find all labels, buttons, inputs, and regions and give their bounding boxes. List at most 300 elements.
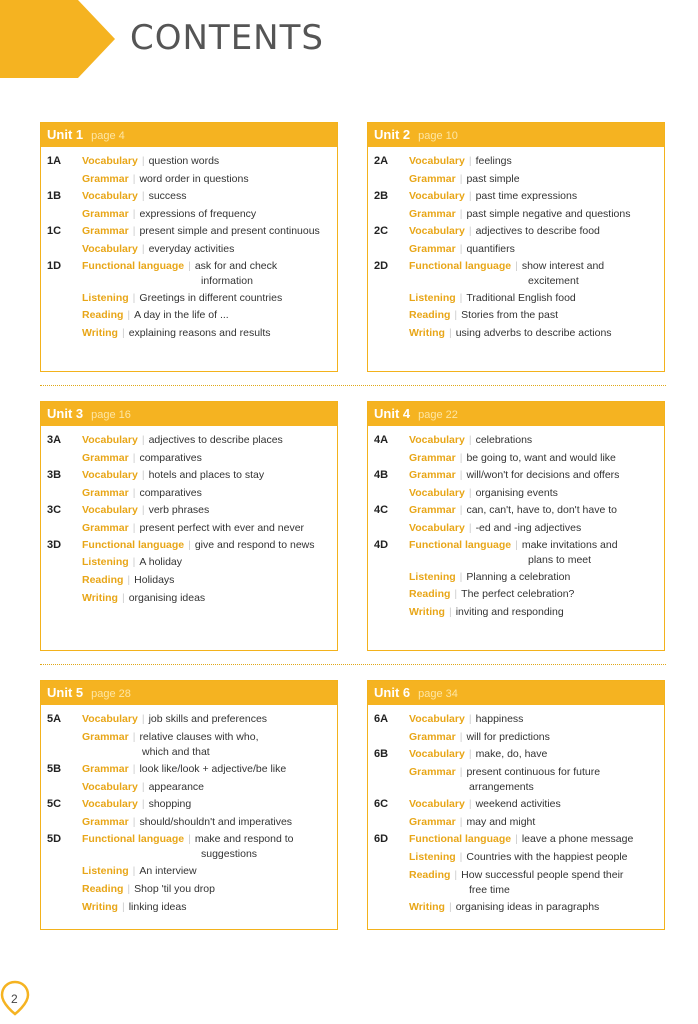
separator: | [459, 173, 463, 185]
entry-line [409, 868, 623, 882]
topic-description: show interest and [521, 260, 605, 272]
divider [40, 664, 666, 665]
separator: | [459, 816, 463, 828]
category-label: Vocabulary [409, 190, 465, 202]
unit-page-ref: page 16 [91, 409, 131, 421]
separator: | [141, 190, 145, 202]
lesson-code: 3A [47, 434, 62, 446]
topic-description: Stories from the past [461, 309, 559, 321]
category-label: Grammar [82, 225, 129, 237]
category-label: Grammar [82, 522, 129, 534]
separator: | [132, 487, 136, 499]
entry-line [409, 503, 617, 517]
entry-line [82, 189, 187, 203]
lesson-code: 4B [374, 469, 389, 481]
entry-line [409, 308, 558, 322]
category-label: Grammar [82, 173, 129, 185]
entry-line [409, 172, 520, 186]
topic-description: Shop 'til you drop [134, 883, 215, 895]
entry-line [409, 259, 604, 273]
category-label: Writing [409, 327, 445, 339]
lesson-code: 5B [47, 763, 62, 775]
unit-box [40, 122, 338, 372]
category-label: Vocabulary [82, 504, 138, 516]
separator: | [132, 865, 136, 877]
category-label: Grammar [409, 731, 456, 743]
entry-line [82, 730, 259, 744]
separator: | [448, 901, 452, 913]
topic-description: verb phrases [148, 504, 210, 516]
topic-description: explaining reasons and results [128, 327, 271, 339]
entry-line [82, 242, 234, 256]
unit-box [367, 680, 665, 930]
separator: | [454, 869, 458, 881]
entry-line [82, 864, 197, 878]
topic-description: make invitations and [521, 539, 618, 551]
topic-description: adjectives to describe food [475, 225, 600, 237]
entry-line [409, 451, 616, 465]
category-label: Functional language [409, 539, 512, 551]
unit-page-ref: page 22 [418, 409, 458, 421]
topic-description: feelings [475, 155, 512, 167]
separator: | [141, 469, 145, 481]
unit-page-ref: page 10 [418, 130, 458, 142]
entry-line [409, 433, 532, 447]
topic-description: past simple [466, 173, 520, 185]
separator: | [127, 309, 131, 321]
topic-description: A holiday [139, 556, 183, 568]
separator: | [459, 452, 463, 464]
category-label: Grammar [409, 816, 456, 828]
topic-description: will for predictions [466, 731, 550, 743]
separator: | [141, 713, 145, 725]
category-label: Grammar [82, 763, 129, 775]
entry-line [82, 451, 202, 465]
separator: | [141, 781, 145, 793]
topic-description-continued: excitement [528, 275, 579, 287]
entry-line [82, 900, 187, 914]
unit-title: Unit 6 [374, 685, 411, 700]
category-label: Vocabulary [409, 748, 465, 760]
unit-title: Unit 5 [47, 685, 84, 700]
category-label: Vocabulary [82, 781, 138, 793]
lesson-code: 5A [47, 713, 62, 725]
unit-title: Unit 2 [374, 127, 411, 142]
topic-description-continued: arrangements [469, 781, 534, 793]
unit-box [40, 401, 338, 651]
category-label: Reading [82, 309, 124, 321]
category-label: Grammar [409, 243, 456, 255]
lesson-code: 4D [374, 539, 389, 551]
entry-line [409, 486, 558, 500]
separator: | [515, 833, 518, 845]
topic-description: shopping [148, 798, 192, 810]
lesson-code: 3C [47, 504, 62, 516]
category-label: Vocabulary [82, 469, 138, 481]
entry-line [409, 224, 600, 238]
entry-line [82, 573, 174, 587]
separator: | [132, 556, 136, 568]
unit-title: Unit 1 [47, 127, 84, 142]
lesson-code: 6A [374, 713, 389, 725]
separator: | [515, 539, 518, 551]
lesson-code: 4A [374, 434, 389, 446]
page-number: 2 [11, 992, 18, 1006]
lesson-code: 2C [374, 225, 389, 237]
separator: | [132, 292, 136, 304]
separator: | [454, 309, 458, 321]
unit-box [367, 122, 665, 372]
lesson-code: 1D [47, 260, 62, 272]
unit-page-ref: page 28 [91, 688, 131, 700]
separator: | [459, 731, 463, 743]
category-label: Listening [409, 571, 456, 583]
topic-description: quantifiers [466, 243, 515, 255]
category-label: Functional language [82, 833, 185, 845]
separator: | [141, 798, 145, 810]
category-label: Vocabulary [409, 798, 465, 810]
separator: | [468, 225, 472, 237]
topic-description: may and might [466, 816, 536, 828]
lesson-code: 6B [374, 748, 389, 760]
entry-line [82, 259, 277, 273]
topic-description: Greetings in different countries [139, 292, 283, 304]
separator: | [448, 327, 452, 339]
separator: | [188, 260, 191, 272]
lesson-code: 1B [47, 190, 62, 202]
lesson-code: 2B [374, 190, 389, 202]
topic-description: past simple negative and questions [466, 208, 631, 220]
lesson-code: 2D [374, 260, 389, 272]
separator: | [132, 173, 136, 185]
entry-line [82, 832, 293, 846]
separator: | [141, 243, 145, 255]
category-label: Reading [82, 883, 124, 895]
category-label: Vocabulary [409, 487, 465, 499]
separator: | [132, 816, 136, 828]
topic-description: Planning a celebration [466, 571, 571, 583]
unit-header [368, 402, 664, 426]
entry-line [82, 468, 264, 482]
entry-line [82, 326, 271, 340]
separator: | [468, 487, 472, 499]
lesson-code: 3B [47, 469, 62, 481]
category-label: Vocabulary [82, 713, 138, 725]
topic-description: appearance [148, 781, 205, 793]
entry-line [82, 207, 256, 221]
topic-description: expressions of frequency [139, 208, 257, 220]
entry-line [409, 207, 630, 221]
separator: | [468, 713, 472, 725]
category-label: Grammar [82, 452, 129, 464]
category-label: Writing [409, 606, 445, 618]
category-label: Listening [82, 292, 129, 304]
category-label: Vocabulary [82, 798, 138, 810]
separator: | [188, 539, 191, 551]
entry-line [409, 538, 618, 552]
unit-header [41, 681, 337, 705]
entry-line [409, 832, 633, 846]
divider [40, 385, 666, 386]
entry-line [409, 154, 512, 168]
separator: | [459, 208, 463, 220]
topic-description: success [148, 190, 187, 202]
separator: | [468, 190, 472, 202]
topic-description-continued: free time [469, 884, 510, 896]
category-label: Grammar [82, 816, 129, 828]
separator: | [141, 504, 145, 516]
entry-line [82, 555, 182, 569]
entry-line [409, 797, 561, 811]
category-label: Grammar [409, 766, 456, 778]
lesson-code: 1C [47, 225, 62, 237]
category-label: Vocabulary [82, 434, 138, 446]
entry-line [82, 538, 315, 552]
topic-description: happiness [475, 713, 524, 725]
separator: | [459, 292, 463, 304]
topic-description: adjectives to describe places [148, 434, 283, 446]
unit-box [40, 680, 338, 930]
lesson-code: 1A [47, 155, 62, 167]
entry-line [409, 850, 628, 864]
unit-header [368, 123, 664, 147]
entry-line [409, 521, 581, 535]
topic-description: will/won't for decisions and offers [466, 469, 620, 481]
entry-line [82, 486, 202, 500]
separator: | [141, 155, 145, 167]
entry-line [82, 503, 209, 517]
separator: | [454, 588, 458, 600]
topic-description: comparatives [139, 452, 202, 464]
topic-description: make, do, have [475, 748, 548, 760]
topic-description: comparatives [139, 487, 202, 499]
topic-description: present perfect with ever and never [139, 522, 305, 534]
category-label: Grammar [82, 731, 129, 743]
separator: | [468, 748, 472, 760]
lesson-code: 6C [374, 798, 389, 810]
entry-line [82, 712, 267, 726]
separator: | [468, 434, 472, 446]
category-label: Vocabulary [409, 434, 465, 446]
unit-header [368, 681, 664, 705]
topic-description: Countries with the happiest people [466, 851, 628, 863]
chevron-arrow-icon [0, 0, 115, 78]
topic-description-continued: which and that [142, 746, 210, 758]
entry-line [82, 882, 215, 896]
topic-description: make and respond to [194, 833, 294, 845]
separator: | [448, 606, 452, 618]
entry-line [409, 605, 564, 619]
category-label: Vocabulary [409, 225, 465, 237]
topic-description-continued: suggestions [201, 848, 258, 860]
separator: | [127, 883, 131, 895]
entry-line [409, 570, 570, 584]
unit-title: Unit 3 [47, 406, 84, 421]
category-label: Vocabulary [409, 155, 465, 167]
separator: | [459, 243, 463, 255]
separator: | [121, 901, 125, 913]
entry-line [82, 308, 229, 322]
entry-line [409, 815, 535, 829]
topic-description: weekend activities [475, 798, 561, 810]
separator: | [459, 571, 463, 583]
category-label: Grammar [409, 469, 456, 481]
topic-description: -ed and -ing adjectives [475, 522, 582, 534]
category-label: Grammar [82, 208, 129, 220]
topic-description: present simple and present continuous [139, 225, 320, 237]
category-label: Functional language [409, 833, 512, 845]
topic-description: should/shouldn't and imperatives [139, 816, 293, 828]
separator: | [127, 574, 131, 586]
entry-line [82, 780, 204, 794]
lesson-code: 5C [47, 798, 62, 810]
entry-line [82, 815, 292, 829]
separator: | [459, 851, 463, 863]
category-label: Reading [409, 588, 451, 600]
entry-line [82, 433, 283, 447]
topic-description: How successful people spend their [461, 869, 624, 881]
category-label: Grammar [82, 487, 129, 499]
topic-description: relative clauses with who, [139, 731, 259, 743]
topic-description: question words [148, 155, 220, 167]
lesson-code: 5D [47, 833, 62, 845]
topic-description: Traditional English food [466, 292, 576, 304]
lesson-code: 2A [374, 155, 389, 167]
category-label: Grammar [409, 504, 456, 516]
topic-description-continued: information [201, 275, 253, 287]
entry-line [409, 189, 577, 203]
topic-description: leave a phone message [521, 833, 634, 845]
separator: | [188, 833, 191, 845]
separator: | [459, 766, 463, 778]
category-label: Listening [409, 292, 456, 304]
entry-line [82, 291, 282, 305]
separator: | [141, 434, 145, 446]
unit-header [41, 123, 337, 147]
topic-description: celebrations [475, 434, 533, 446]
topic-description: present continuous for future [466, 766, 601, 778]
entry-line [82, 797, 191, 811]
category-label: Vocabulary [82, 190, 138, 202]
entry-line [82, 224, 320, 238]
unit-page-ref: page 34 [418, 688, 458, 700]
category-label: Vocabulary [409, 713, 465, 725]
topic-description: An interview [139, 865, 197, 877]
topic-description: can, can't, have to, don't have to [466, 504, 617, 516]
category-label: Functional language [82, 539, 185, 551]
separator: | [132, 731, 136, 743]
category-label: Listening [409, 851, 456, 863]
category-label: Vocabulary [409, 522, 465, 534]
separator: | [121, 327, 125, 339]
topic-description: everyday activities [148, 243, 235, 255]
topic-description: The perfect celebration? [461, 588, 575, 600]
separator: | [468, 798, 472, 810]
separator: | [132, 763, 136, 775]
entry-line [82, 591, 205, 605]
entry-line [409, 765, 600, 779]
entry-line [409, 291, 576, 305]
category-label: Writing [82, 592, 118, 604]
lesson-code: 4C [374, 504, 389, 516]
category-label: Vocabulary [82, 243, 138, 255]
entry-line [409, 587, 574, 601]
separator: | [132, 522, 136, 534]
topic-description: hotels and places to stay [148, 469, 265, 481]
separator: | [459, 469, 463, 481]
category-label: Reading [409, 869, 451, 881]
category-label: Reading [409, 309, 451, 321]
category-label: Writing [82, 327, 118, 339]
category-label: Grammar [409, 452, 456, 464]
lesson-code: 6D [374, 833, 389, 845]
page-title: CONTENTS [130, 18, 324, 58]
category-label: Listening [82, 556, 129, 568]
separator: | [515, 260, 518, 272]
unit-title: Unit 4 [374, 406, 411, 421]
topic-description: organising ideas in paragraphs [455, 901, 600, 913]
topic-description: word order in questions [139, 173, 249, 185]
entry-line [82, 521, 304, 535]
separator: | [132, 452, 136, 464]
topic-description: look like/look + adjective/be like [139, 763, 287, 775]
category-label: Functional language [82, 260, 185, 272]
topic-description-continued: plans to meet [528, 554, 592, 566]
separator: | [121, 592, 125, 604]
topic-description: linking ideas [128, 901, 187, 913]
entry-line [409, 900, 599, 914]
topic-description: Holidays [134, 574, 175, 586]
topic-description: inviting and responding [455, 606, 564, 618]
topic-description: using adverbs to describe actions [455, 327, 612, 339]
entry-line [409, 326, 612, 340]
category-label: Reading [82, 574, 124, 586]
entry-line [82, 154, 219, 168]
category-label: Functional language [409, 260, 512, 272]
separator: | [459, 504, 463, 516]
entry-line [82, 172, 249, 186]
entry-line [409, 712, 523, 726]
category-label: Grammar [409, 208, 456, 220]
entry-line [409, 242, 515, 256]
category-label: Writing [82, 901, 118, 913]
category-label: Grammar [409, 173, 456, 185]
entry-line [409, 468, 619, 482]
category-label: Writing [409, 901, 445, 913]
topic-description: A day in the life of ... [134, 309, 229, 321]
separator: | [468, 522, 472, 534]
topic-description: give and respond to news [194, 539, 315, 551]
category-label: Listening [82, 865, 129, 877]
category-label: Vocabulary [82, 155, 138, 167]
topic-description: organising events [475, 487, 558, 499]
unit-header [41, 402, 337, 426]
unit-box [367, 401, 665, 651]
unit-page-ref: page 4 [91, 130, 125, 142]
topic-description: organising ideas [128, 592, 206, 604]
topic-description: be going to, want and would like [466, 452, 616, 464]
entry-line [82, 762, 286, 776]
entry-line [409, 730, 550, 744]
entry-line [409, 747, 547, 761]
topic-description: job skills and preferences [148, 713, 268, 725]
lesson-code: 3D [47, 539, 62, 551]
topic-description: ask for and check [194, 260, 278, 272]
separator: | [132, 208, 136, 220]
separator: | [132, 225, 136, 237]
separator: | [468, 155, 472, 167]
topic-description: past time expressions [475, 190, 578, 202]
